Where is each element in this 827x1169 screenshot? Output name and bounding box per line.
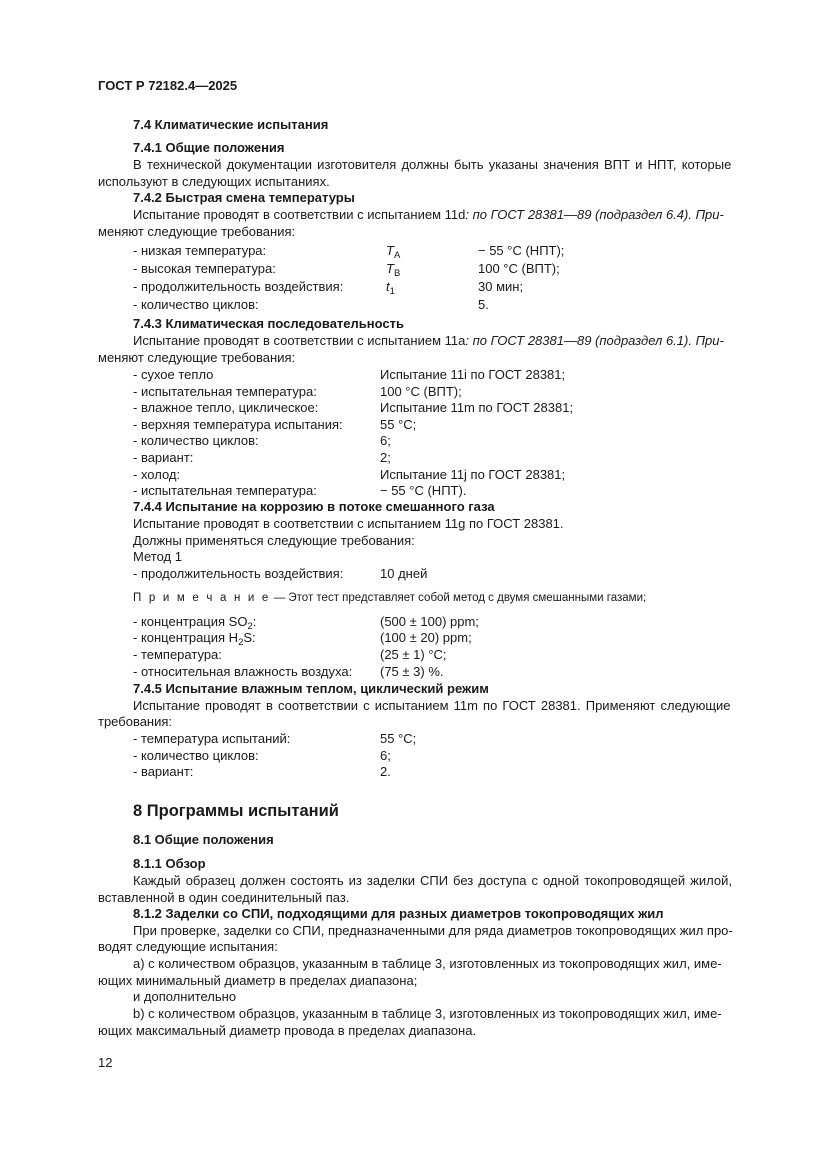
list-item-label: - продолжительность воздействия: <box>133 279 344 294</box>
list-item-label: - количество циклов: <box>133 748 259 763</box>
paragraph-line: и дополнительно <box>133 989 237 1004</box>
list-item-label: - концентрация $SO_2$: <box>133 614 257 632</box>
list-item-label: - температура испытаний: <box>133 731 291 746</box>
list-item-value: Испытание 11i по ГОСТ 28381; <box>380 367 566 382</box>
list-item-value: 30 мин; <box>478 279 524 294</box>
list-item-value: 5. <box>478 297 489 312</box>
section-8-1-2-title: 8.1.2 Заделки со СПИ, подходящими для разных диаметров токопроводящих жил <box>133 906 664 921</box>
section-7-4-5-title: 7.4.5 Испытание влажным теплом, циклический режим <box>133 681 489 696</box>
paragraph-line: вставленной в один соединительный паз. <box>98 890 350 905</box>
list-item-value: (500 ± 100) ppm; <box>380 614 479 629</box>
list-item-label: - испытательная температура: <box>133 483 317 498</box>
list-item-label: - относительная влажность воздуха: <box>133 664 353 679</box>
note-text: — Этот тест представляет собой метод с двумя смешанными газами; <box>270 592 647 604</box>
list-item-label: - высокая температура: <box>133 261 276 276</box>
paragraph-line: меняют следующие требования: <box>98 224 296 239</box>
method-label: Метод 1 <box>133 549 182 564</box>
section-7-4-2-title: 7.4.2 Быстрая смена температуры <box>133 190 355 205</box>
list-item-label: - количество циклов: <box>133 297 259 312</box>
section-7-4-title: 7.4 Климатические испытания <box>133 117 329 132</box>
note <box>133 590 646 606</box>
list-item-value: 100 °C (ВПТ); <box>380 384 462 399</box>
list-item-value: 10 дней <box>380 566 428 581</box>
list-item-label: - влажное тепло, циклическое: <box>133 400 319 415</box>
list-item-value: 55 °C; <box>380 417 417 432</box>
document-id: ГОСТ Р 72182.4—2025 <box>98 78 238 93</box>
list-item-value: Испытание 11m по ГОСТ 28381; <box>380 400 574 415</box>
list-item-label: - низкая температура: <box>133 243 267 258</box>
list-item-label: - холод: <box>133 467 181 482</box>
note-label: П р и м е ч а н и е <box>133 592 271 604</box>
list-item-value: 2; <box>380 450 391 465</box>
list-item-label: - концентрация $H_2S$: <box>133 630 256 648</box>
paragraph-line: используют в следующих испытаниях. <box>98 174 330 189</box>
list-item-label: - сухое тепло <box>133 367 214 382</box>
paragraph-line: При проверке, заделки со СПИ, предназначенными для ряда диаметров токопроводящих жил про- <box>133 923 733 938</box>
section-7-4-4-title: 7.4.4 Испытание на коррозию в потоке смешанного газа <box>133 499 495 514</box>
paragraph-line: ющих максимальный диаметр провода в пределах диапазона. <box>98 1023 477 1038</box>
list-item-value: Испытание 11j по ГОСТ 28381; <box>380 467 566 482</box>
paragraph-line: Испытание проводят в соответствии с испытанием 11g по ГОСТ 28381. <box>133 516 564 531</box>
paragraph-line: ющих минимальный диаметр в пределах диапазона; <box>98 973 418 988</box>
list-item-value: 6; <box>380 433 391 448</box>
list-item-symbol: $t_1$ <box>386 279 395 297</box>
list-item-value: − 55 °C (НПТ); <box>478 243 565 258</box>
list-item-symbol: $T_B$ <box>386 261 401 279</box>
list-item-a: a) с количеством образцов, указанным в таблице 3, изготовленных из токопроводящих жил, име- <box>133 956 722 971</box>
list-item-value: 2. <box>380 764 391 779</box>
list-item-value: (75 ± 3) %. <box>380 664 444 679</box>
section-8-1-1-title: 8.1.1 Обзор <box>133 856 206 871</box>
list-item-label: - вариант: <box>133 450 194 465</box>
list-item-value: (25 ± 1) °C; <box>380 647 447 662</box>
list-item-label: - верхняя температура испытания: <box>133 417 343 432</box>
list-item-label: - вариант: <box>133 764 194 779</box>
paragraph-line: Каждый образец должен состоять из заделки СПИ без доступа с одной токопроводящей жилой, <box>133 873 732 888</box>
paragraph-line: водят следующие испытания: <box>98 939 278 954</box>
section-8-title: 8 Программы испытаний <box>133 802 339 820</box>
list-item-label: - испытательная температура: <box>133 384 317 399</box>
list-item-value: 100 °C (ВПТ); <box>478 261 560 276</box>
section-7-4-3-title: 7.4.3 Климатическая последовательность <box>133 316 404 331</box>
paragraph-line: В технической документации изготовителя должны быть указаны значения ВПТ и НПТ, которые <box>133 157 732 172</box>
list-item-symbol: $T_A$ <box>386 243 401 261</box>
list-item-label: - температура: <box>133 647 222 662</box>
list-item-value: 55 °C; <box>380 731 417 746</box>
paragraph-line: Испытание проводят в соответствии с испытанием 11m по ГОСТ 28381. Применяют следующие <box>133 698 731 713</box>
list-item-label: - продолжительность воздействия: <box>133 566 344 581</box>
section-8-1-title: 8.1 Общие положения <box>133 832 274 847</box>
paragraph-line: Должны применяться следующие требования: <box>133 533 415 548</box>
paragraph-line: Испытание проводят в соответствии с испытанием 11d: по ГОСТ 28381—89 (подраздел 6.4). При- <box>133 207 724 222</box>
list-item-label: - количество циклов: <box>133 433 259 448</box>
list-item-value: 6; <box>380 748 391 763</box>
page-number: 12 <box>98 1055 113 1070</box>
paragraph-line: Испытание проводят в соответствии с испытанием 11a: по ГОСТ 28381—89 (подраздел 6.1). При- <box>133 333 724 348</box>
section-7-4-1-title: 7.4.1 Общие положения <box>133 140 285 155</box>
paragraph-line: меняют следующие требования: <box>98 350 296 365</box>
list-item-value: (100 ± 20) ppm; <box>380 630 472 645</box>
list-item-value: − 55 °C (НПТ). <box>380 483 467 498</box>
list-item-b: b) с количеством образцов, указанным в таблице 3, изготовленных из токопроводящих жил, име- <box>133 1006 722 1021</box>
paragraph-line: требования: <box>98 714 173 729</box>
